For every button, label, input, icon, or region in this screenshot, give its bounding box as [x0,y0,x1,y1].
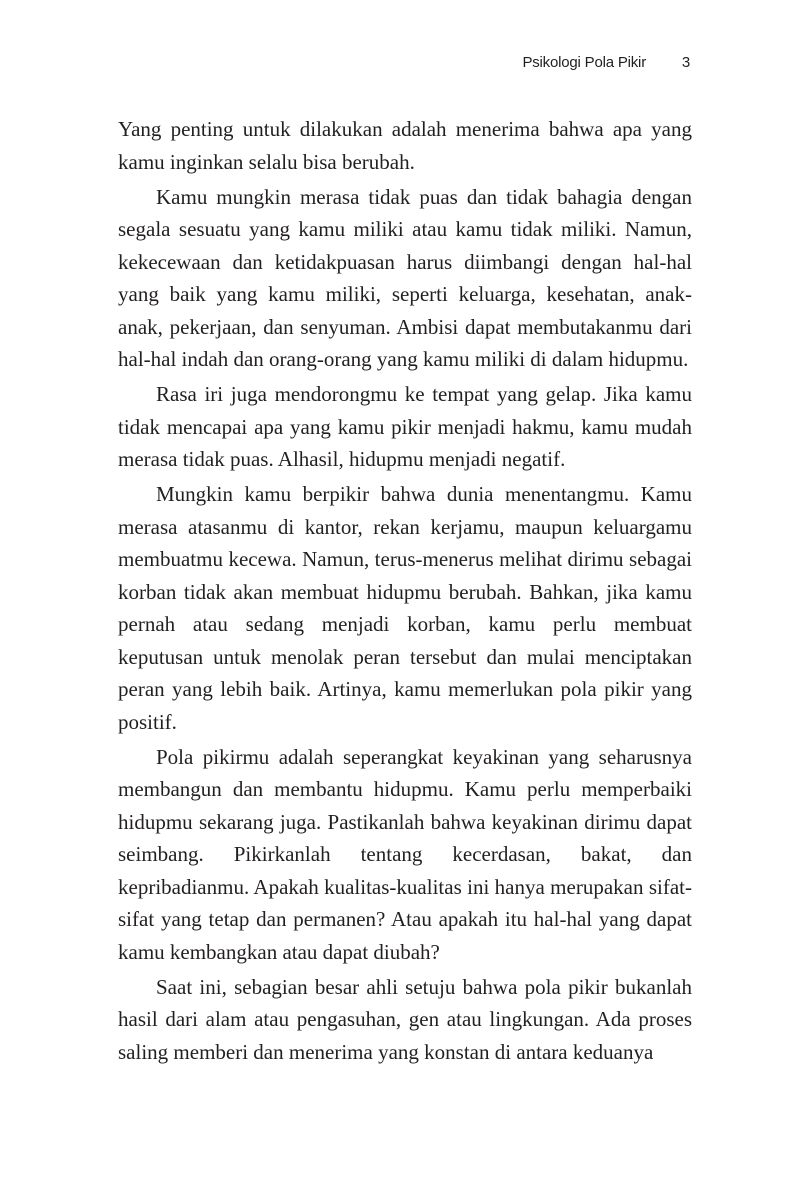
paragraph-6: Saat ini, sebagian besar ahli setuju bahwa pola pikir bukanlah hasil dari alam atau pengasuhan, gen atau lingkungan. Ada proses saling memberi dan menerima yang konstan di antara keduanya [118,974,692,1064]
running-header [118,50,692,76]
page-number: 3 [681,54,690,71]
paragraph-1: Yang penting untuk dilakukan adalah menerima bahwa apa yang kamu inginkan selalu bisa berubah. [118,117,692,174]
body-text [118,113,692,1071]
paragraph-4: Mungkin kamu berpikir bahwa dunia menentangmu. Kamu merasa atasanmu di kantor, rekan kerjamu, maupun keluargamu membuatmu kecewa. Namun, terus-menerus melihat dirimu sebagai korban tidak akan membuat hidupmu berubah. Bahkan, jika kamu pernah atau sedang menjadi korban, kamu perlu membuat keputusan untuk menolak peran tersebut dan mulai menciptakan peran yang lebih baik. Artinya, kamu memerlukan pola pikir yang positif. [118,482,692,734]
paragraph-2: Kamu mungkin merasa tidak puas dan tidak bahagia dengan segala sesuatu yang kamu miliki atau kamu tidak miliki. Namun, kekecewaan dan ketidakpuasan harus diimbangi dengan hal-hal yang baik yang kamu miliki, seperti keluarga, kesehatan, anak-anak, pekerjaan, dan senyuman. Ambisi dapat membutakanmu dari hal-hal indah dan orang-orang yang kamu miliki di dalam hidupmu. [118,184,692,371]
running-header-title: Psikologi Pola Pikir [522,54,646,71]
paragraph-5: Pola pikirmu adalah seperangkat keyakinan yang seharusnya membangun dan membantu hidupmu. Kamu perlu memperbaiki hidupmu sekarang juga. Pastikanlah bahwa keyakinan dirimu dapat seimbang. Pikirkanlah tentang kecerdasan, bakat, dan kepribadianmu. Apakah kualitas-kualitas ini hanya merupakan sifat-sifat yang tetap dan permanen? Atau apakah itu hal-hal yang dapat kamu kembangkan atau dapat diubah? [118,744,692,964]
paragraph-3: Rasa iri juga mendorongmu ke tempat yang gelap. Jika kamu tidak mencapai apa yang kamu pikir menjadi hakmu, kamu mudah merasa tidak puas. Alhasil, hidupmu menjadi negatif. [118,382,692,471]
